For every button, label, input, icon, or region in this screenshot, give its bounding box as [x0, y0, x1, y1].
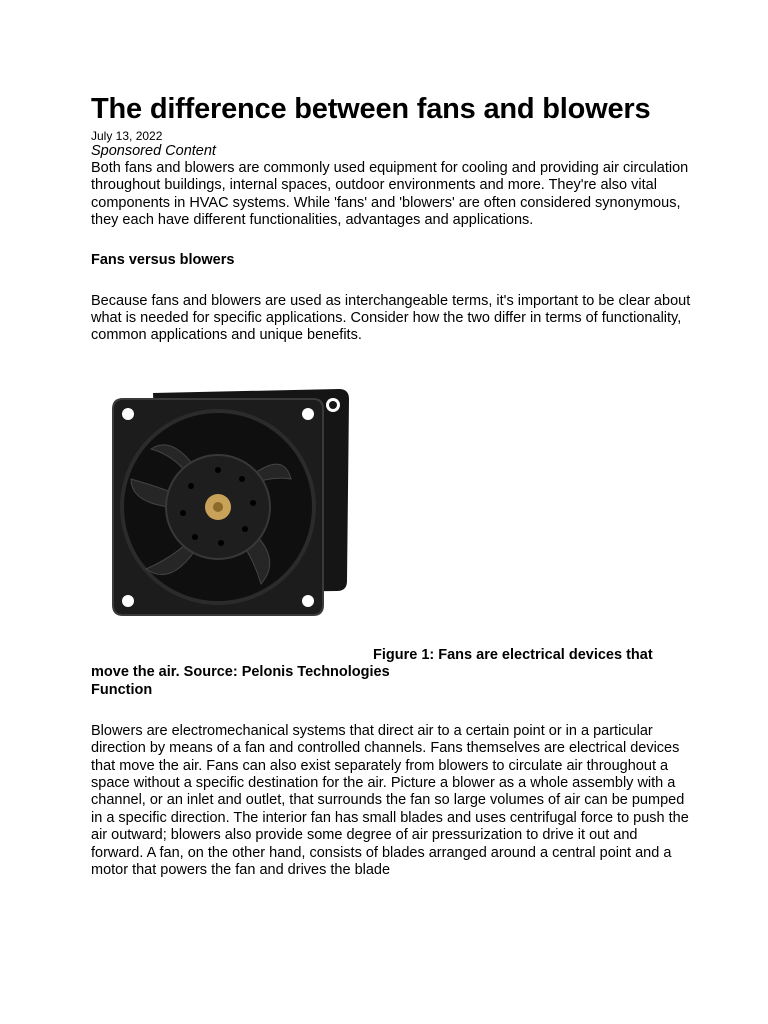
- article-title: The difference between fans and blowers: [91, 93, 651, 125]
- section2-paragraph: Blowers are electromechanical systems that direct air to a certain point or in a particular direction by means of a fan and controlled channels. Fans themselves are electrical devices that move the air. Fans can also exist separately from blowers to circulate air throughout a space without a specific destination for the air. Picture a blower as a whole assembly with a channel, or an inlet and outlet, that surrounds the fan so large volumes of air can be pumped in a specific direction. The interior fan has small blades and uses centrifugal force to push the air outward; blowers also provide some degree of air pressurization to drive it out and forward. A fan, on the other hand, consists of blades arranged around a central point and a motor that powers the fan and drives the blade: [91, 722, 689, 879]
- publish-date: July 13, 2022: [91, 129, 163, 143]
- fan-image: [91, 379, 369, 627]
- sponsored-label: Sponsored Content: [91, 143, 216, 159]
- article: [91, 92, 691, 880]
- figure-caption: Figure 1: Fans are electrical devices that move the air. Source: Pelonis Technologies: [91, 646, 653, 681]
- section-heading-function: Function: [91, 681, 153, 698]
- intro-paragraph: Both fans and blowers are commonly used equipment for cooling and providing air circulation throughout buildings, internal spaces, outdoor environments and more. They're also vital components in HVAC systems. While 'fans' and 'blowers' are often considered synonymous, they each have different functionalities, advantages and applications.: [91, 160, 689, 229]
- figure: [91, 379, 691, 647]
- section1-paragraph: Because fans and blowers are used as interchangeable terms, it's important to be clear about what is needed for specific applications. Consider how the two differ in terms of functionality, common applications and unique benefits.: [91, 292, 691, 344]
- section-heading-fans-vs-blowers: Fans versus blowers: [91, 251, 235, 268]
